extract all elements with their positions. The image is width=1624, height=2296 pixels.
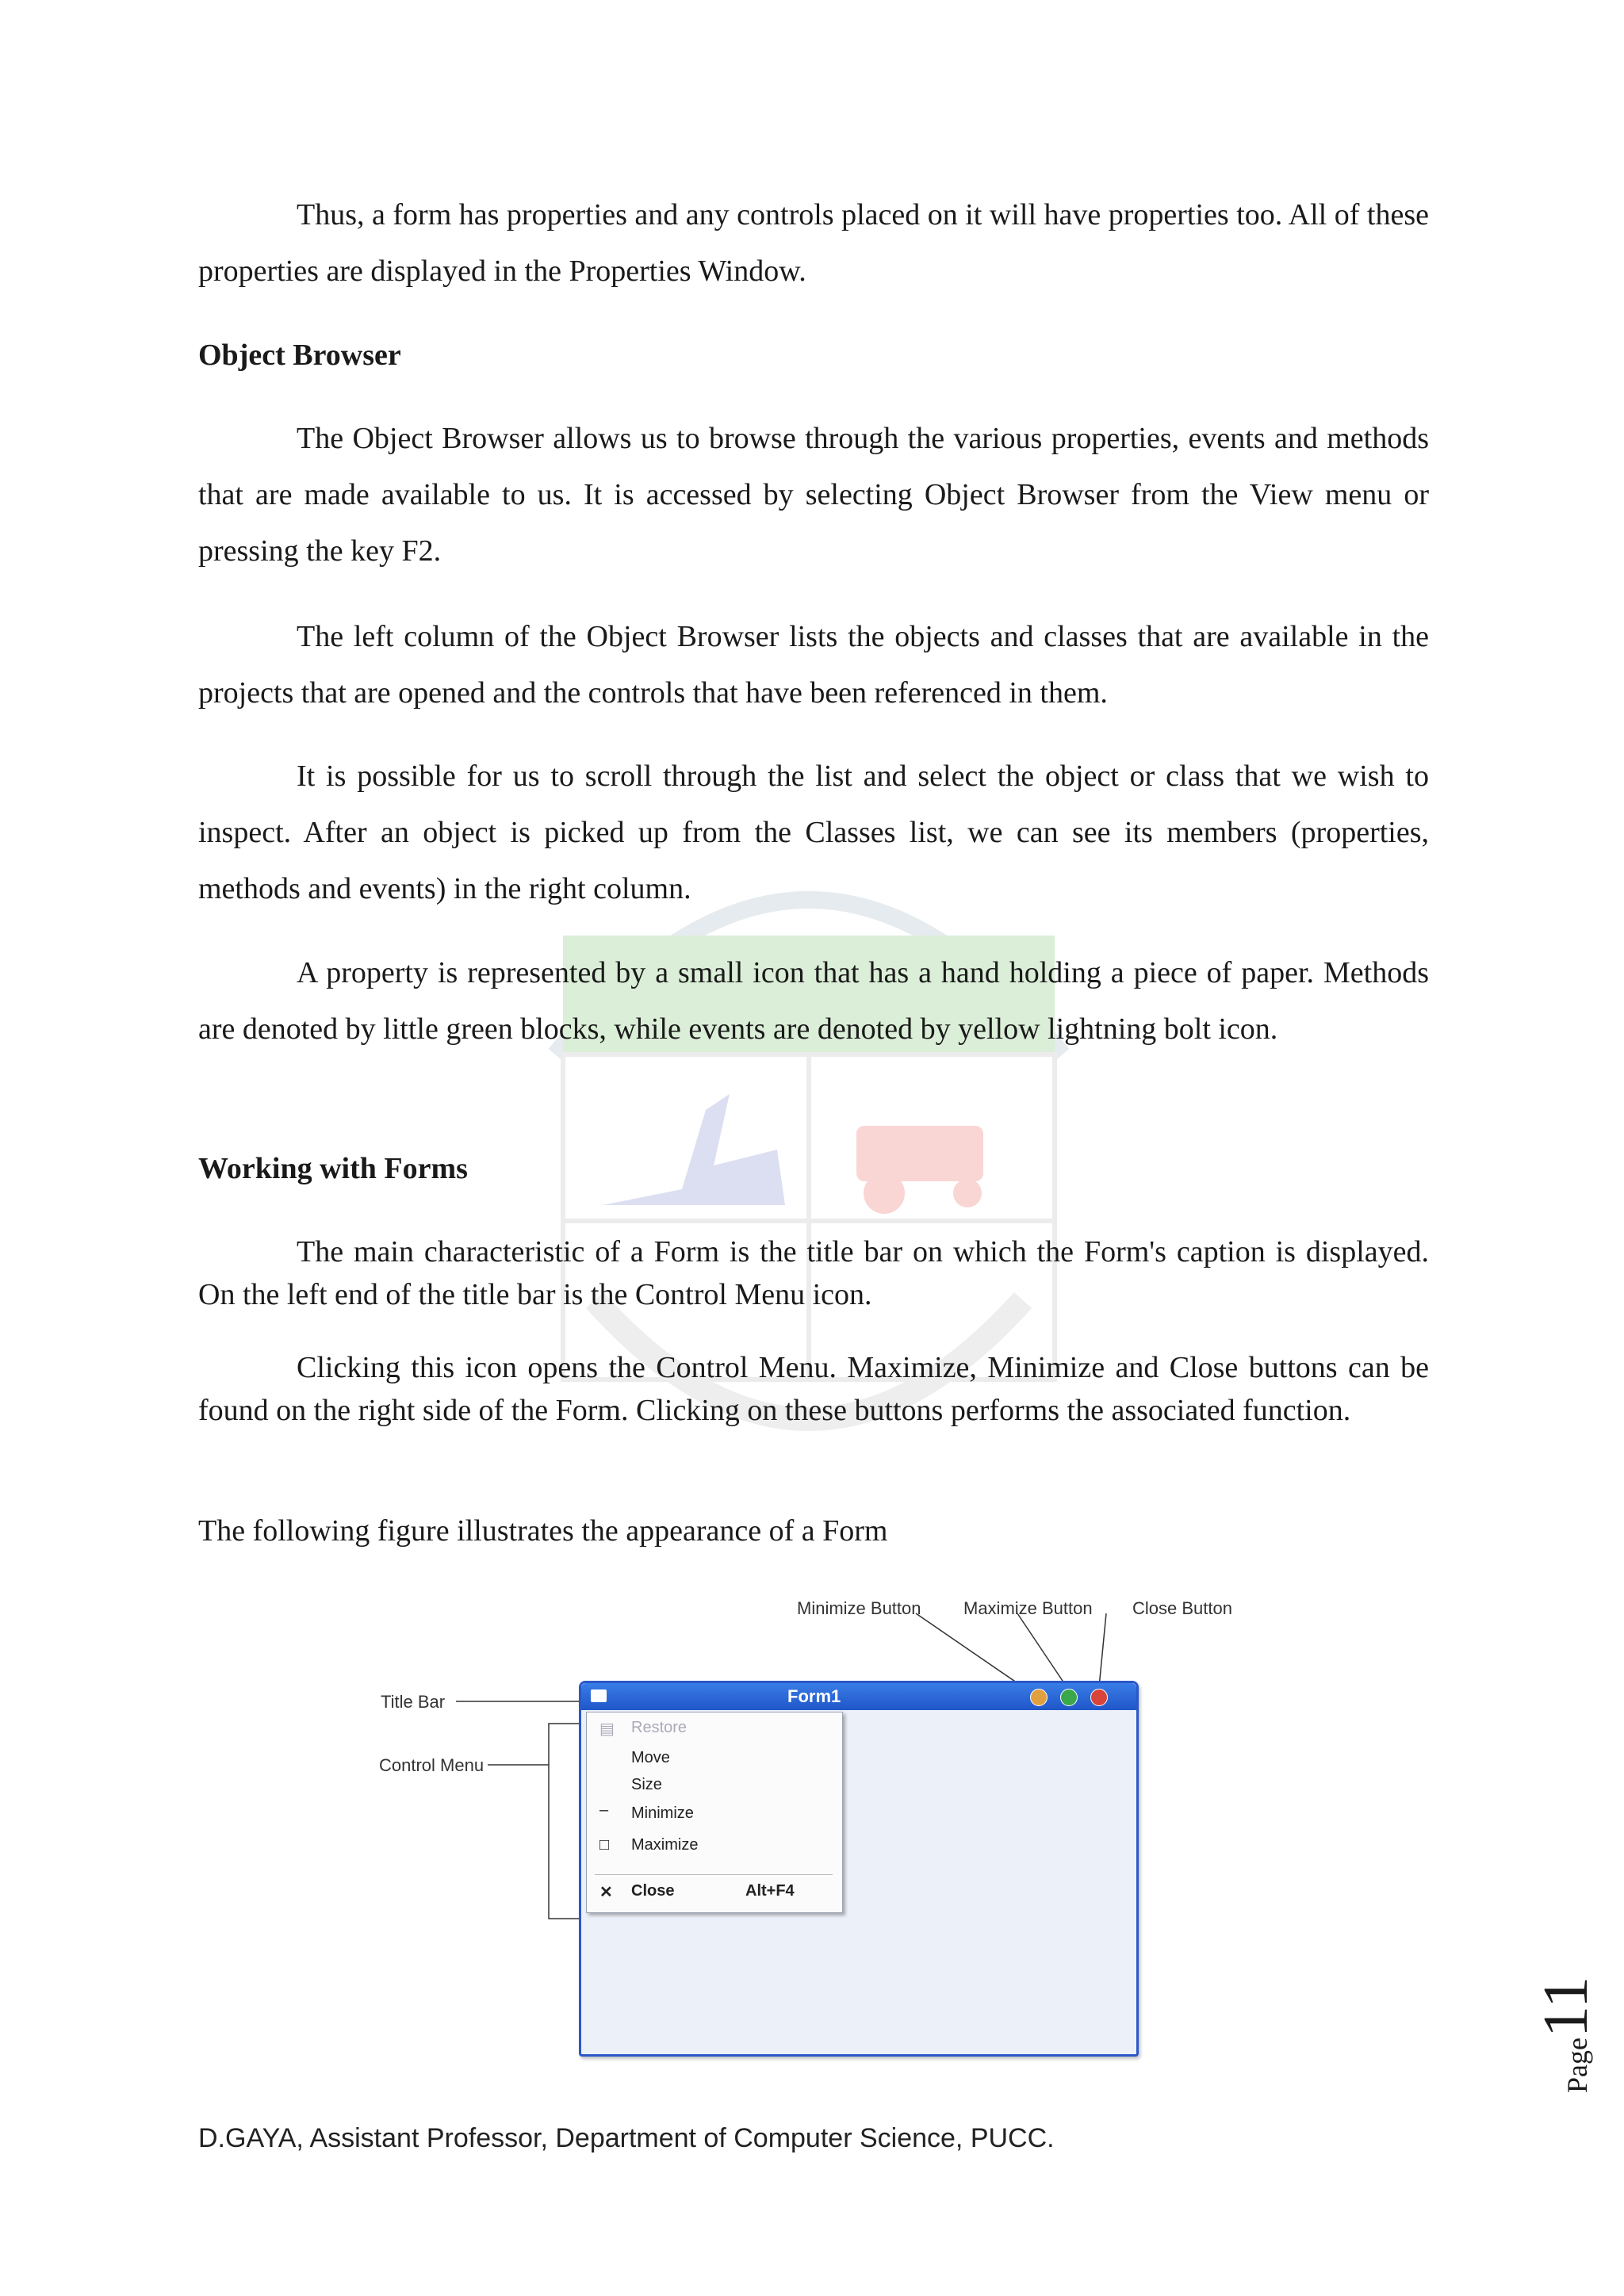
page-number	[1507, 1958, 1602, 2117]
heading-working-with-forms: Working with Forms	[198, 1152, 468, 1185]
form-figure	[365, 1586, 1253, 2061]
footer-author: D.GAYA, Assistant Professor, Department of Computer Science, PUCC.	[198, 2123, 1055, 2153]
paragraph-properties-intro: Thus, a form has properties and any controls placed on it will have properties too. All of these properties are displayed in the Properties Window.	[198, 198, 1429, 288]
minimize-button	[1030, 1689, 1048, 1706]
menu-item-move: Move	[631, 1749, 670, 1766]
control-menu	[586, 1712, 843, 1913]
maximize-icon: □	[599, 1836, 610, 1854]
menu-item-minimize: Minimize	[631, 1804, 694, 1822]
close-icon: ✕	[599, 1884, 613, 1901]
menu-item-size: Size	[631, 1776, 662, 1793]
paragraph-left-column: The left column of the Object Browser lists the objects and classes that are available in the projects that are opened and the controls that have been referenced in them.	[198, 620, 1429, 710]
callout-close-button: Close Button	[1132, 1598, 1232, 1618]
page-label: Page	[1561, 2038, 1593, 2093]
paragraph-figure-intro: The following figure illustrates the appearance of a Form	[198, 1514, 888, 1548]
callout-maximize-button: Maximize Button	[963, 1598, 1093, 1618]
page-number-value: 11	[1531, 1976, 1601, 2038]
callout-title-bar: Title Bar	[381, 1692, 446, 1712]
control-menu-icon	[591, 1689, 607, 1702]
paragraph-object-browser: The Object Browser allows us to browse through the various properties, events and methods that are made available to us. It is accessed by selecting Object Browser from the View menu or pressing the key F2.	[198, 422, 1429, 568]
callout-control-menu: Control Menu	[379, 1755, 485, 1775]
menu-item-close-shortcut: Alt+F4	[745, 1882, 795, 1900]
callout-minimize-button: Minimize Button	[797, 1598, 921, 1618]
paragraph-scroll-list: It is possible for us to scroll through the list and select the object or class that we wish to inspect. After an object is picked up from the Classes list, we can see its members (properties, methods and events) in the right column.	[198, 760, 1429, 905]
form-window	[579, 1681, 1139, 2057]
paragraph-property-icons: A property is represented by a small icon that has a hand holding a piece of paper. Methods are denoted by little green blocks, while events are denoted by yellow lightning bolt icon.	[198, 956, 1429, 1046]
menu-item-close: Close	[631, 1882, 675, 1900]
form-title-bar	[581, 1683, 1136, 1710]
menu-separator	[595, 1874, 833, 1875]
paragraph-form-title-bar: The main characteristic of a Form is the title bar on which the Form's caption is displayed. On the left end of the title bar is the Control Menu icon.	[198, 1235, 1429, 1311]
maximize-button	[1060, 1689, 1078, 1706]
minimize-icon: –	[599, 1801, 609, 1819]
menu-item-restore: Restore	[631, 1719, 688, 1736]
form-title: Form1	[787, 1686, 841, 1706]
restore-icon: ▤	[599, 1720, 615, 1738]
close-button	[1090, 1689, 1108, 1706]
menu-item-maximize: Maximize	[631, 1836, 699, 1854]
paragraph-control-menu: Clicking this icon opens the Control Menu. Maximize, Minimize and Close buttons can be found on the right side of the Form. Clicking on these buttons performs the associated function.	[198, 1351, 1429, 1427]
heading-object-browser: Object Browser	[198, 339, 401, 372]
